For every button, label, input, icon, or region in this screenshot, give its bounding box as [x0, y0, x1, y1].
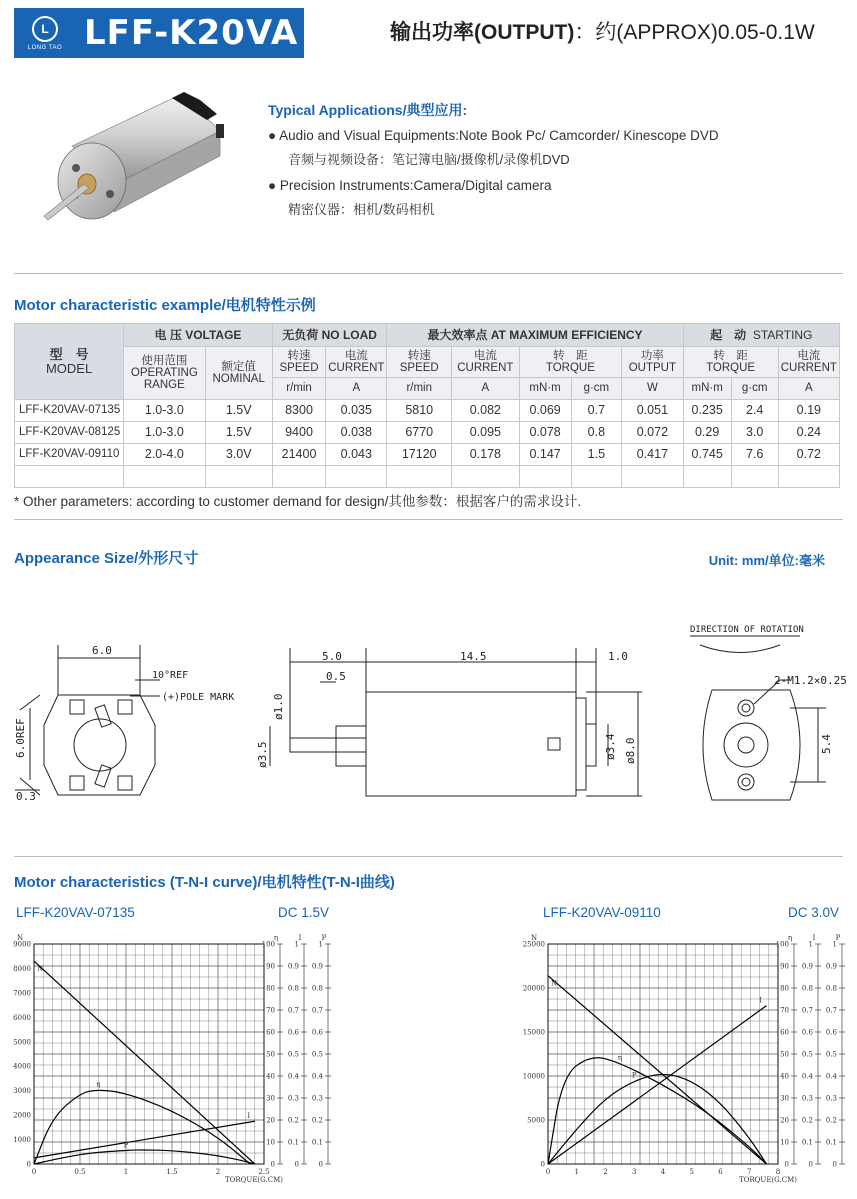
right-tick-label: 0: [808, 1160, 813, 1169]
dimension-drawings: [0, 600, 857, 830]
right-tick-label: 0.5: [287, 1050, 299, 1059]
speed-en: SPEED: [399, 362, 439, 374]
x-axis-label: TORQUE(G.CM): [225, 1176, 283, 1184]
x-tick-label: 6: [718, 1168, 723, 1176]
table-cell: [272, 466, 325, 488]
max-eff-header: 最大效率点 AT MAXIMUM EFFICIENCY: [387, 324, 683, 347]
x-tick-label: 1.5: [166, 1168, 178, 1176]
right-tick-label: 0.8: [825, 984, 837, 993]
table-cell: 1.0-3.0: [124, 422, 205, 444]
y-tick-label: 15000: [522, 1028, 545, 1037]
right-tick-label: 100: [261, 940, 275, 949]
right-tick-label: 0.3: [825, 1094, 837, 1103]
table-row-empty: [15, 466, 840, 488]
x-tick-label: 0: [545, 1168, 551, 1176]
right-tick-label: 0.4: [825, 1072, 837, 1081]
current-en: CURRENT: [780, 362, 837, 374]
left-curve-voltage: DC 1.5V: [278, 905, 330, 920]
table-cell: 0.095: [452, 422, 520, 444]
unit-cell: A: [778, 378, 839, 400]
table-cell: 0.051: [622, 400, 683, 422]
output-en: OUTPUT: [628, 362, 677, 374]
table-cell: 0.235: [683, 400, 731, 422]
right-tick-label: 40: [780, 1072, 789, 1081]
motor-photo: [32, 86, 242, 246]
right-tick-label: 0.6: [311, 1028, 323, 1037]
right-tick-label: 0.4: [287, 1072, 299, 1081]
torque-cn: 转 距: [713, 349, 748, 362]
app-item-2-text: Precision Instruments:Camera/Digital camera: [279, 178, 552, 193]
series-label: η: [96, 1080, 101, 1089]
x-tick-label: 2: [215, 1168, 221, 1176]
model-header-en: MODEL: [45, 360, 93, 376]
x-tick-label: 0.5: [74, 1168, 86, 1176]
rotation-label: DIRECTION OF ROTATION: [690, 625, 804, 635]
right-tick-label: 0.9: [801, 962, 813, 971]
table-cell: [519, 466, 571, 488]
right-tick-label: 0.7: [825, 1006, 837, 1015]
right-tick-label: 0.2: [801, 1116, 813, 1125]
table-cell: LFF-K20VAV-09110: [15, 444, 124, 466]
y-tick-label: 1000: [13, 1136, 31, 1145]
output-label-cn: 输出功率: [390, 21, 474, 44]
right-tick-label: 0.9: [825, 962, 837, 971]
right-tick-label: 0.3: [311, 1094, 323, 1103]
output-label-en: (OUTPUT): [474, 21, 575, 44]
table-cell: [452, 466, 520, 488]
table-cell: 3.0: [731, 422, 778, 444]
table-cell: 0.038: [326, 422, 387, 444]
table-row: [15, 400, 840, 422]
table-cell: [15, 466, 124, 488]
table-cell: 0.7: [571, 400, 622, 422]
series-label: N: [550, 979, 558, 988]
brand-banner: [14, 8, 304, 58]
table-cell: 0.745: [683, 444, 731, 466]
y-tick-label: 10000: [522, 1072, 545, 1081]
right-tick-label: 0.1: [287, 1138, 299, 1147]
right-tick-label: 90: [780, 962, 789, 971]
right-axis-label: η: [787, 934, 793, 942]
dia-boss: ø3.5: [256, 741, 269, 768]
y-tick-label: 4000: [13, 1062, 31, 1071]
right-curve-voltage: DC 3.0V: [788, 905, 840, 920]
table-cell: 0.19: [778, 400, 839, 422]
table-row: [15, 444, 840, 466]
table-cell: 3.0V: [205, 444, 272, 466]
x-tick-label: 4: [660, 1168, 666, 1176]
table-cell: [571, 466, 622, 488]
torque-en: TORQUE: [706, 362, 756, 374]
x-tick-label: 2: [603, 1168, 608, 1176]
app-item-1-cn: 音频与视频设备：笔记簿电脑/摄像机/录像机DVD: [288, 152, 570, 167]
right-tick-label: 50: [266, 1050, 275, 1059]
st-torque-header: [683, 347, 778, 378]
y-tick-label: 20000: [522, 984, 545, 993]
x-tick-label: 1: [574, 1168, 579, 1176]
y-axis-label: N: [16, 934, 24, 942]
right-axis-label: I: [812, 934, 816, 942]
x-axis-label: TORQUE(G.CM): [739, 1176, 797, 1184]
dim-width: 6.0: [92, 644, 112, 657]
table-cell: 0.29: [683, 422, 731, 444]
series-P-line: [548, 1074, 767, 1164]
table-cell: 17120: [387, 444, 452, 466]
right-tick-label: 20: [266, 1116, 275, 1125]
table-cell: [683, 466, 731, 488]
curves-title: Motor characteristics (T-N-I curve)/电机特性(T-N-I曲线): [14, 874, 395, 891]
dia-bush: ø3.4: [604, 733, 617, 760]
table-cell: 0.043: [326, 444, 387, 466]
right-tick-label: 0.3: [801, 1094, 813, 1103]
table-cell: [205, 466, 272, 488]
right-tick-label: 70: [780, 1006, 789, 1015]
unit-cell: r/min: [387, 378, 452, 400]
right-tick-label: 0.8: [311, 984, 323, 993]
table-cell: LFF-K20VAV-08125: [15, 422, 124, 444]
series-I-line: [548, 1006, 767, 1164]
dim-ref: 10°REF: [152, 670, 189, 681]
unit-cell: A: [452, 378, 520, 400]
dim-length: 14.5: [460, 650, 487, 663]
x-tick-label: 5: [689, 1168, 694, 1176]
app-item-1-text: Audio and Visual Equipments:Note Book Pc/ Camcorder/ Kinescope DVD: [279, 128, 719, 143]
current-cn: 电流: [797, 349, 821, 362]
right-tick-label: 50: [780, 1050, 789, 1059]
table-cell: 0.072: [622, 422, 683, 444]
series-label: P: [631, 1071, 637, 1080]
output-sep: ：: [574, 21, 596, 44]
right-tick-label: 0.3: [287, 1094, 299, 1103]
pole-mark: (+)POLE MARK: [162, 692, 235, 703]
table-cell: LFF-K20VAV-07135: [15, 400, 124, 422]
table-cell: 5810: [387, 400, 452, 422]
y-tick-label: 5000: [527, 1116, 545, 1125]
series-η-line: [548, 1058, 767, 1164]
y-tick-label: 0: [26, 1160, 31, 1169]
right-tick-label: 0: [294, 1160, 299, 1169]
logo-icon: L: [32, 16, 58, 42]
nominal-header: [205, 347, 272, 400]
right-tick-label: 0.2: [287, 1116, 299, 1125]
left-curve-model: LFF-K20VAV-07135: [16, 905, 135, 920]
x-tick-label: 0: [31, 1168, 37, 1176]
unit-cell: W: [622, 378, 683, 400]
op-range-cn: 使用范围: [141, 354, 188, 367]
right-tick-label: 20: [780, 1116, 789, 1125]
right-axis-label: I: [298, 934, 302, 942]
current-en: CURRENT: [328, 362, 385, 374]
unit-cell: mN·m: [683, 378, 731, 400]
output-value: (APPROX)0.05-0.1W: [616, 21, 815, 44]
dim-height: 6.0REF: [14, 718, 27, 758]
divider: [14, 273, 843, 274]
output-power: [390, 8, 815, 58]
end-view-left: [15, 645, 160, 795]
x-tick-label: 7: [747, 1168, 752, 1176]
table-cell: 6770: [387, 422, 452, 444]
right-tick-label: 80: [780, 984, 789, 993]
table-cell: 0.069: [519, 400, 571, 422]
table-cell: 1.0-3.0: [124, 400, 205, 422]
right-axis-label: η: [273, 934, 279, 942]
speed-cn: 转速: [407, 349, 431, 362]
me-torque-header: [519, 347, 622, 378]
right-tick-label: 0.6: [801, 1028, 813, 1037]
x-tick-label: 2.5: [258, 1168, 270, 1176]
series-label: N: [36, 965, 44, 974]
page-header: [14, 8, 857, 58]
right-tick-label: 80: [266, 984, 275, 993]
right-tick-label: 0.1: [311, 1138, 323, 1147]
table-cell: 9400: [272, 422, 325, 444]
right-tick-label: 0.6: [825, 1028, 837, 1037]
right-tick-label: 30: [266, 1094, 275, 1103]
nl-speed-header: [272, 347, 325, 378]
series-label: η: [617, 1053, 622, 1062]
nl-current-header: [326, 347, 387, 378]
y-tick-label: 8000: [13, 964, 31, 973]
right-tick-label: 0.5: [801, 1050, 813, 1059]
right-tick-label: 0.4: [801, 1072, 813, 1081]
app-item-2-cn: 精密仪器：相机/数码相机: [288, 202, 435, 217]
right-tick-label: 0.8: [287, 984, 299, 993]
unit-label: Unit: mm/单位:毫米: [708, 553, 825, 568]
logo-text: LONG TAO: [27, 44, 63, 51]
table-row: [15, 422, 840, 444]
right-tick-label: 1: [832, 940, 837, 949]
speed-en: SPEED: [279, 362, 319, 374]
right-tick-label: 0.4: [311, 1072, 323, 1081]
y-tick-label: 5000: [13, 1038, 31, 1047]
right-curve-model: LFF-K20VAV-09110: [543, 905, 661, 920]
table-cell: 1.5: [571, 444, 622, 466]
right-tick-label: 100: [775, 940, 789, 949]
right-tick-label: 0: [270, 1160, 275, 1169]
table-cell: 2.4: [731, 400, 778, 422]
right-axis-label: P: [835, 934, 841, 942]
right-tick-label: 40: [266, 1072, 275, 1081]
table-cell: 0.082: [452, 400, 520, 422]
right-tick-label: 0.7: [311, 1006, 323, 1015]
table-cell: 0.8: [571, 422, 622, 444]
table-cell: [731, 466, 778, 488]
brand-logo: [14, 8, 76, 58]
table-cell: 21400: [272, 444, 325, 466]
table-cell: 2.0-4.0: [124, 444, 205, 466]
starting-header-cn: 起 动: [710, 327, 747, 342]
table-cell: 1.5V: [205, 422, 272, 444]
table-cell: 0.417: [622, 444, 683, 466]
y-tick-label: 9000: [13, 940, 31, 949]
dim-end: 1.0: [608, 650, 628, 663]
series-N-line: [548, 976, 767, 1164]
app-item-1-en: ● Audio and Visual Equipments:Note Book Pc/ Camcorder/ Kinescope DVD: [268, 128, 719, 143]
right-tick-label: 60: [266, 1028, 275, 1037]
right-tick-label: 10: [780, 1138, 789, 1147]
op-range-en: OPERATING RANGE: [130, 366, 198, 392]
series-label: I: [759, 996, 762, 1005]
right-tick-label: 0.5: [825, 1050, 837, 1059]
right-tick-label: 10: [266, 1138, 275, 1147]
me-output-header: [622, 347, 683, 378]
tni-chart-right: [518, 930, 857, 1194]
no-load-header: 无负荷 NO LOAD: [272, 324, 387, 347]
series-label: P: [123, 1141, 129, 1150]
divider: [14, 856, 843, 857]
divider: [14, 519, 843, 520]
y-tick-label: 25000: [522, 940, 545, 949]
table-cell: 0.72: [778, 444, 839, 466]
right-tick-label: 0.8: [801, 984, 813, 993]
table-cell: 7.6: [731, 444, 778, 466]
table-cell: 8300: [272, 400, 325, 422]
right-tick-label: 0.7: [801, 1006, 813, 1015]
design-note: * Other parameters: according to customer demand for design/其他参数：根据客户的需求设计.: [14, 494, 582, 509]
right-tick-label: 90: [266, 962, 275, 971]
output-cn: 功率: [640, 349, 664, 362]
dia-shaft: ø1.0: [272, 693, 285, 720]
right-tick-label: 70: [266, 1006, 275, 1015]
table-cell: 0.078: [519, 422, 571, 444]
table-cell: 0.147: [519, 444, 571, 466]
x-tick-label: 1: [123, 1168, 129, 1176]
right-tick-label: 0.2: [825, 1116, 837, 1125]
speed-cn: 转速: [287, 349, 311, 362]
model-header-cn: 型 号: [49, 346, 89, 362]
table-cell: [326, 466, 387, 488]
current-cn: 电流: [344, 349, 368, 362]
me-speed-header: [387, 347, 452, 378]
hole-spec: 2-M1.2×0.25: [774, 674, 847, 687]
characteristic-table: [14, 323, 840, 488]
right-tick-label: 0.6: [287, 1028, 299, 1037]
x-tick-label: 8: [775, 1168, 781, 1176]
me-current-header: [452, 347, 520, 378]
unit-cell: mN·m: [519, 378, 571, 400]
tni-chart-left: [6, 930, 346, 1194]
right-tick-label: 0.9: [287, 962, 299, 971]
table-cell: 1.5V: [205, 400, 272, 422]
table-cell: [622, 466, 683, 488]
right-tick-label: 0.2: [311, 1116, 323, 1125]
x-tick-label: 3: [632, 1168, 637, 1176]
right-tick-label: 0.5: [311, 1050, 323, 1059]
nominal-en: NOMINAL: [212, 373, 265, 385]
unit-cell: A: [326, 378, 387, 400]
dia-body: ø8.0: [624, 737, 637, 764]
right-tick-label: 0: [318, 1160, 323, 1169]
model-header: [15, 324, 124, 400]
unit-cell: g·cm: [571, 378, 622, 400]
appearance-title: Appearance Size/外形尺寸: [14, 550, 199, 567]
dim-pitch: 5.4: [820, 734, 833, 754]
right-tick-label: 0: [832, 1160, 837, 1169]
current-en: CURRENT: [457, 362, 514, 374]
op-range-header: [124, 347, 205, 400]
dim-small: 0.3: [16, 790, 36, 803]
right-tick-label: 60: [780, 1028, 789, 1037]
y-tick-label: 0: [540, 1160, 545, 1169]
voltage-header: 电 压 VOLTAGE: [124, 324, 273, 347]
series-label: I: [247, 1112, 251, 1121]
right-tick-label: 1: [294, 940, 299, 949]
starting-header: [683, 324, 839, 347]
nominal-cn: 额定值: [221, 360, 256, 373]
right-tick-label: 0.9: [311, 962, 323, 971]
torque-en: TORQUE: [545, 362, 595, 374]
model-title: LFF-K20VA: [84, 13, 299, 53]
torque-cn: 转 距: [553, 349, 588, 362]
y-tick-label: 6000: [13, 1013, 31, 1022]
y-tick-label: 7000: [13, 989, 31, 998]
right-tick-label: 1: [318, 940, 323, 949]
y-tick-label: 3000: [13, 1087, 31, 1096]
dim-shaft-len: 5.0: [322, 650, 342, 663]
applications-block: [268, 100, 828, 228]
right-tick-label: 1: [808, 940, 813, 949]
unit-cell: g·cm: [731, 378, 778, 400]
dim-small-05: 0.5: [326, 670, 346, 683]
right-tick-label: 0: [784, 1160, 789, 1169]
y-tick-label: 2000: [13, 1111, 31, 1120]
right-tick-label: 0.1: [801, 1138, 813, 1147]
characteristic-title: Motor characteristic example/电机特性示例: [14, 297, 316, 314]
table-cell: [124, 466, 205, 488]
table-cell: [387, 466, 452, 488]
right-tick-label: 0.7: [287, 1006, 299, 1015]
starting-header-en: STARTING: [752, 327, 813, 342]
end-view-right: [690, 636, 826, 800]
right-axis-label: P: [321, 934, 327, 942]
app-item-2-en: ● Precision Instruments:Camera/Digital camera: [268, 178, 552, 193]
table-cell: 0.24: [778, 422, 839, 444]
current-cn: 电流: [473, 349, 497, 362]
table-cell: 0.178: [452, 444, 520, 466]
output-approx-cn: 约: [595, 21, 617, 44]
y-axis-label: N: [530, 934, 538, 942]
table-cell: [778, 466, 839, 488]
right-tick-label: 30: [780, 1094, 789, 1103]
unit-cell: r/min: [272, 378, 325, 400]
st-current-header: [778, 347, 839, 378]
right-tick-label: 0.1: [825, 1138, 837, 1147]
applications-title: Typical Applications/典型应用:: [268, 102, 468, 118]
table-cell: 0.035: [326, 400, 387, 422]
